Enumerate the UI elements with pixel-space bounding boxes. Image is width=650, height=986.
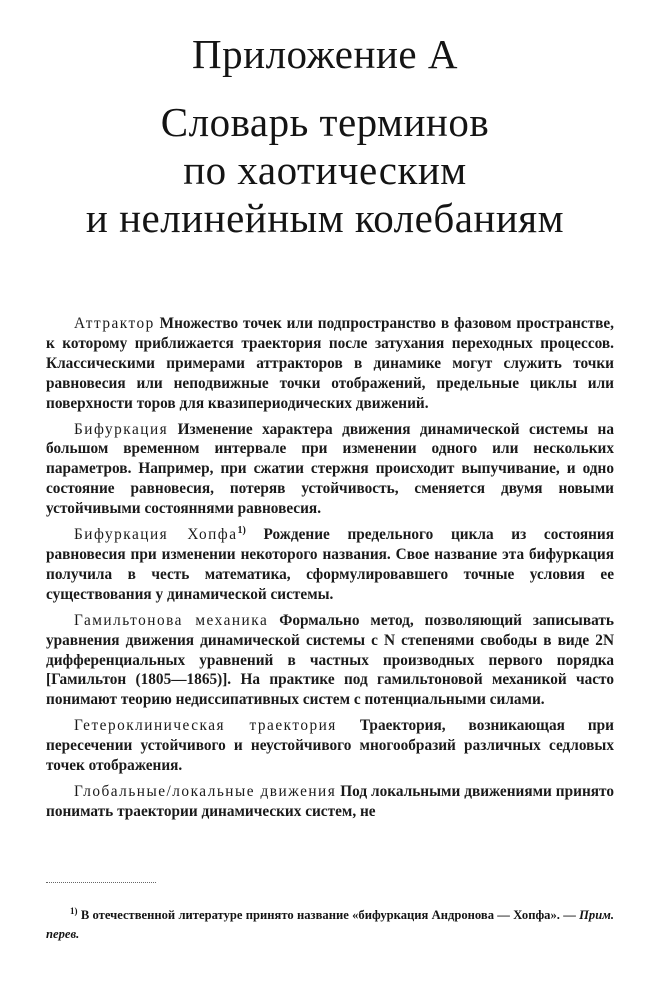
glossary-term: Бифуркация xyxy=(74,420,169,438)
glossary-term: Гетероклиническая траектория xyxy=(74,717,337,735)
glossary-term: Бифуркация Хопфа xyxy=(74,526,238,544)
footnote-translator-note: Прим. перев. xyxy=(46,908,615,941)
glossary-entry xyxy=(46,611,614,711)
chapter-title-line: Словарь терминов xyxy=(160,99,490,145)
glossary-term: Глобальные/локальные движения xyxy=(74,782,337,800)
glossary-definition: Под локальными движениями принято понимать траектории динамических систем, не xyxy=(46,782,614,820)
footnote-divider xyxy=(46,882,156,883)
chapter-title-line: по хаотическим xyxy=(183,147,467,193)
glossary-definition: Траектория, возникающая при пересечении устойчивого и неустойчивого многообразий различных седловых точек отображения. xyxy=(46,717,614,775)
glossary-definition: Изменение характера движения динамической системы на большом временном интервале при изменении одного или нескольких параметров. Например, при сжатии стержня происходит выпучивание, и одно состояние равновесия, потеряв устойчивость, сменяется двумя новыми устойчивыми состояннями равновесия. xyxy=(46,420,614,518)
chapter-title-line: и нелинейным колебаниям xyxy=(85,195,565,241)
footnote-mark: 1) xyxy=(70,905,78,916)
footnote-reference[interactable]: 1) xyxy=(237,524,246,536)
glossary-definition: Рождение предельного цикла из состояния равновесия при изменении некоторого названия. Свое название эта бифуркация получила в честь математика, сформулировавшего точные условия ее существования у динамической системы. xyxy=(46,526,615,603)
footnote xyxy=(46,906,614,944)
chapter-title xyxy=(0,98,650,242)
glossary-entry xyxy=(46,716,614,776)
glossary-definition: Множество точек или подпространство в фазовом пространстве, к которому приближается траектория после затухания переходных процессов. Классическими примерами аттракторов в динамике могут служить точки равновесия или неподвижные точки отображений, предельные циклы или поверхности торов для квазипериодических движений. xyxy=(46,315,614,412)
glossary-entry xyxy=(46,420,614,520)
footnote-text: В отечественной литературе принято название «бифуркация Андронова — Хопфа». — xyxy=(80,908,576,922)
glossary-entry xyxy=(46,525,614,605)
appendix-title: Приложение А xyxy=(192,31,458,77)
glossary-entry xyxy=(46,314,614,414)
glossary-entry xyxy=(46,782,614,822)
glossary-term: Гамильтонова механика xyxy=(74,611,269,629)
glossary-body xyxy=(46,314,614,828)
glossary-definition: Формально метод, позволяющий записывать уравнения движения динамической системы с N степенями свободы в виде 2N дифференциальных уравнений в частных производных первого порядка [Гамильтон (1805—1865)]. На практике под гамильтоновой механикой часто понимают теорию недиссипативных систем с потенциальными силами. xyxy=(46,611,614,709)
glossary-term: Аттрактор xyxy=(74,315,155,332)
